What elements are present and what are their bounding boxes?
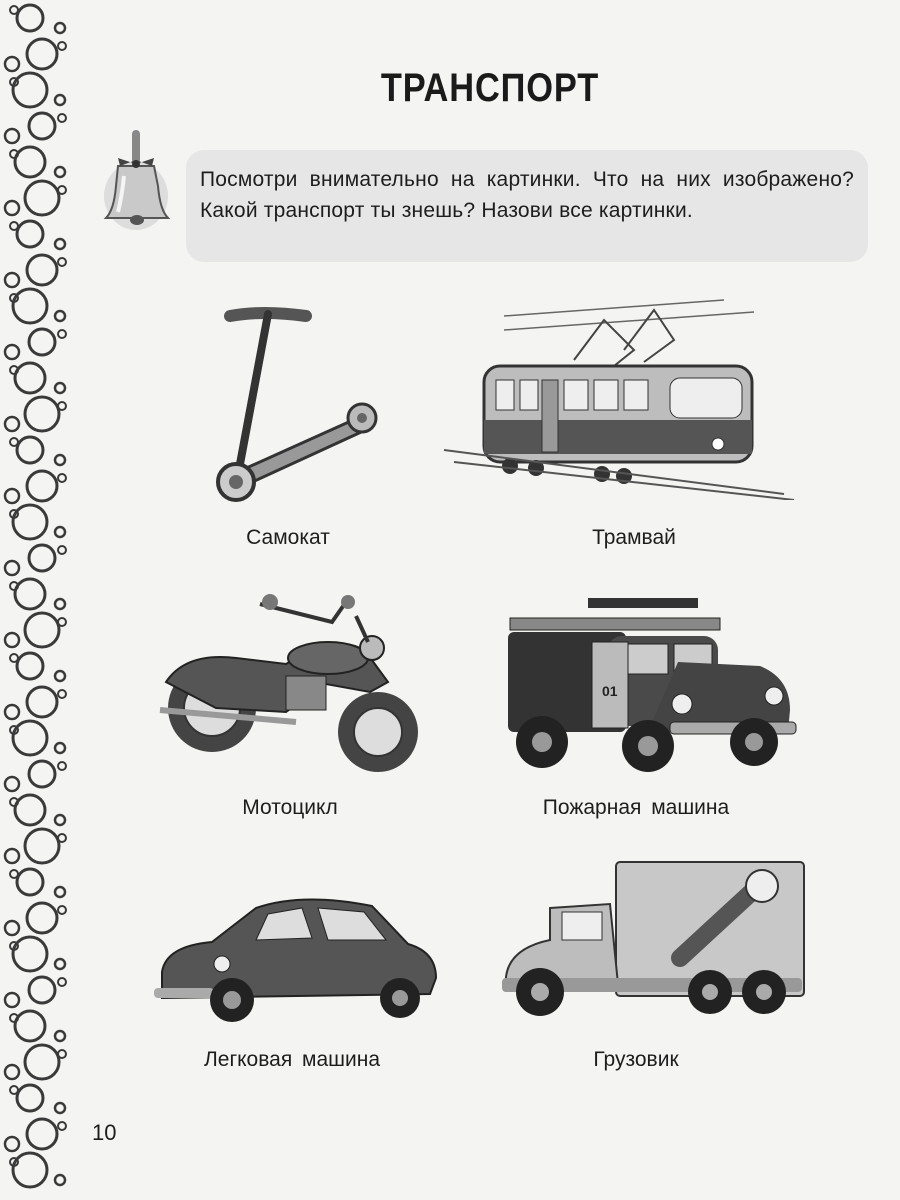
fire-truck-number: 01 [602, 683, 618, 699]
tram-image [424, 290, 804, 500]
bubble-border-decoration [0, 0, 80, 1200]
vehicle-label-scooter: Самокат [246, 526, 330, 549]
instruction-text: Посмотри внимательно на картинки. Что на них изображено? Какой транспорт ты знешь? Назови все картинки. [200, 168, 854, 222]
instruction-box [186, 150, 868, 262]
car-image [152, 894, 442, 1026]
vehicle-label-motorcycle: Мотоцикл [242, 796, 338, 819]
vehicle-label-truck: Грузовик [593, 1048, 679, 1071]
vehicle-label-fire-truck: Пожарная машина [542, 796, 730, 819]
vehicle-label-car: Легковая машина [204, 1048, 380, 1071]
vehicle-label-tram: Трамвай [592, 526, 676, 549]
truck-image [500, 860, 806, 1026]
motorcycle-image [156, 592, 424, 774]
page-number: 10 [92, 1120, 117, 1145]
bell-icon [96, 126, 178, 234]
page-title: ТРАНСПОРТ [380, 66, 600, 110]
fire-truck-image [498, 592, 800, 778]
scooter-image [212, 296, 392, 512]
